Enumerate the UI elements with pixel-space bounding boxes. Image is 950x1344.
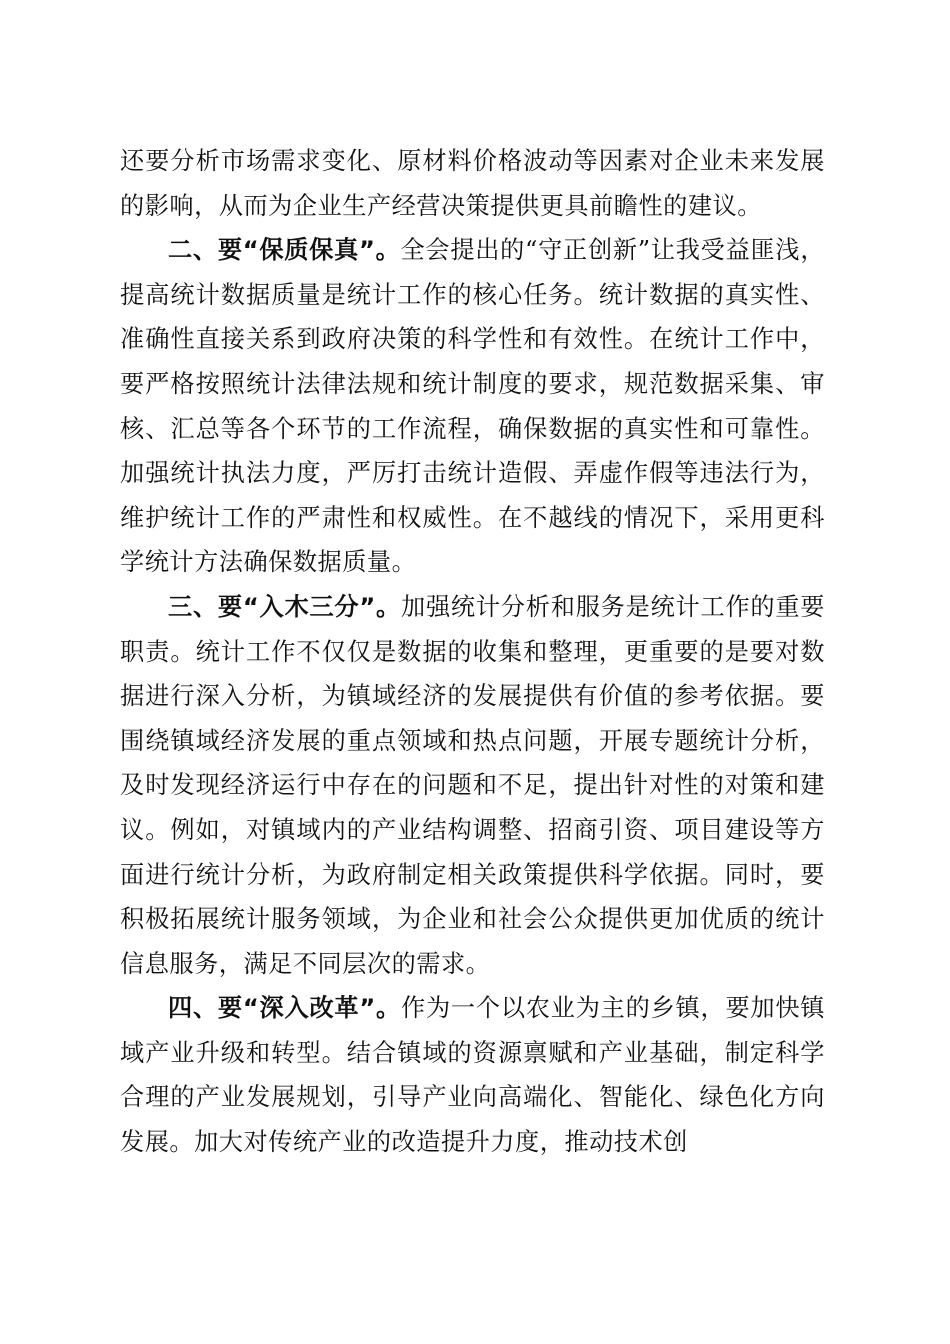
paragraph-text: 加强统计分析和服务是统计工作的重要职责。统计工作不仅仅是数据的收集和整理，更重要的是要对数据进行深入分析，为镇域经济的发展提供有价值的参考依据。要围绕镇域经济发展的重点领域和热点问题，开展专题统计分析，及时发现经济运行中存在的问题和不足，提出针对性的对策和建议。例如，对镇域内的产业结构调整、招商引资、项目建设等方面进行统计分析，为政府制定相关政策提供科学依据。同时，要积极拓展统计服务领域，为企业和社会公众提供更加优质的统计信息服务，满足不同层次的需求。	[120, 592, 825, 978]
document-body	[120, 139, 825, 1165]
section-heading: 三、要“入木三分”。	[168, 592, 401, 621]
paragraph-continuation	[120, 139, 825, 228]
paragraph-text: 全会提出的“守正创新”让我受益匪浅，提高统计数据质量是统计工作的核心任务。统计数据的真实性、准确性直接关系到政府决策的科学性和有效性。在统计工作中，要严格按照统计法律法规和统计制度的要求，规范数据采集、审核、汇总等各个环节的工作流程，确保数据的真实性和可靠性。加强统计执法力度，严厉打击统计造假、弄虚作假等违法行为，维护统计工作的严肃性和权威性。在不越线的情况下，采用更科学统计方法确保数据质量。	[120, 236, 826, 577]
section-heading: 二、要“保质保真”。	[168, 236, 401, 265]
paragraph-section-4	[120, 986, 825, 1164]
paragraph-section-3	[120, 585, 825, 986]
section-heading: 四、要“深入改革”。	[168, 994, 401, 1023]
paragraph-text: 作为一个以农业为主的乡镇，要加快镇域产业升级和转型。结合镇域的资源禀赋和产业基础，制定科学合理的产业发展规划，引导产业向高端化、智能化、绿色化方向发展。加大对传统产业的改造提升力度，推动技术创	[120, 994, 825, 1157]
paragraph-text: 还要分析市场需求变化、原材料价格波动等因素对企业未来发展的影响，从而为企业生产经营决策提供更具前瞻性的建议。	[120, 147, 825, 220]
paragraph-section-2	[120, 228, 825, 585]
